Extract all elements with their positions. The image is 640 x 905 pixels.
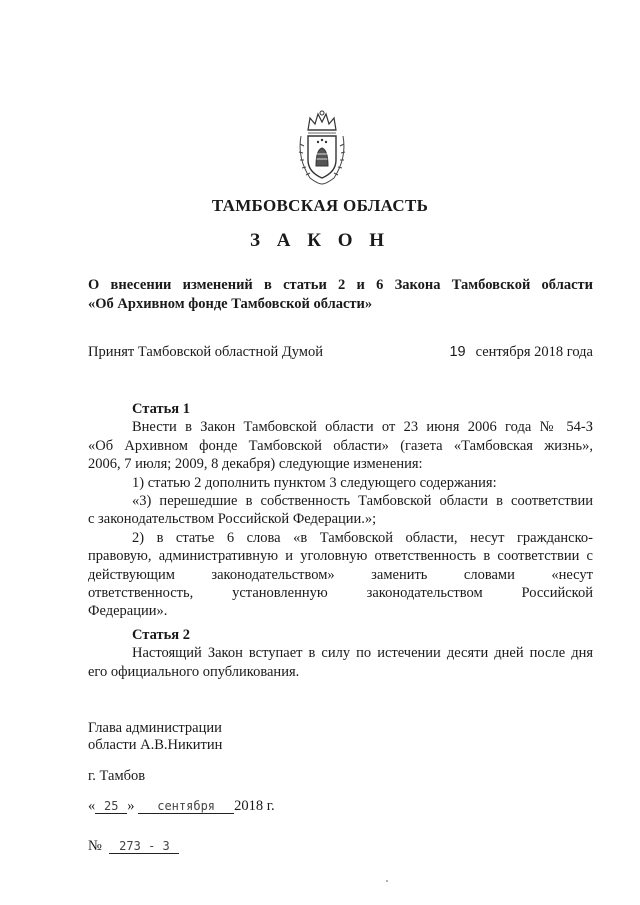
article-1-line: действующим законодательством» заменить словами «несут xyxy=(88,566,593,583)
date-open-quote: « xyxy=(88,798,96,814)
signing-date xyxy=(88,798,275,815)
law-number xyxy=(88,838,179,855)
article-2-title: Статья 2 xyxy=(132,627,190,643)
article-1-line: Внести в Закон Тамбовской области от 23 июня 2006 года № 54-З xyxy=(132,419,593,436)
law-subject xyxy=(88,276,593,314)
document-type: З А К О Н xyxy=(249,230,391,251)
signature-block xyxy=(88,720,222,754)
date-month: сентября xyxy=(138,799,234,814)
article-1-line: «Об Архивном фонде Тамбовской области» (газета «Тамбовская жизнь», xyxy=(88,437,593,454)
article-2 xyxy=(88,626,593,681)
adoption-date xyxy=(449,344,593,361)
scan-speck xyxy=(386,880,388,882)
article-1-line: Федерации». xyxy=(88,603,168,620)
date-close-quote: » xyxy=(127,798,135,814)
article-2-line: его официального опубликования. xyxy=(88,663,300,680)
adoption-month-year: сентября 2018 года xyxy=(475,344,593,360)
article-2-line: Настоящий Закон вступает в силу по истечении десяти дней после дня xyxy=(132,645,593,662)
article-1 xyxy=(88,400,593,621)
adoption-line xyxy=(88,344,593,361)
adopted-by: Принят Тамбовской областной Думой xyxy=(88,344,323,360)
date-year: 2018 г. xyxy=(234,798,275,814)
date-day: 25 xyxy=(95,799,127,814)
article-1-line: 1) статью 2 дополнить пунктом 3 следующего содержания: xyxy=(132,474,497,491)
adoption-day: 19 xyxy=(449,344,466,360)
subject-line-1: О внесении изменений в статьи 2 и 6 Закона Тамбовской области xyxy=(88,277,593,293)
article-1-title: Статья 1 xyxy=(132,401,190,417)
number-label: № xyxy=(88,838,102,854)
signer-position: Глава администрации xyxy=(88,720,222,736)
region-title: ТАМБОВСКАЯ ОБЛАСТЬ xyxy=(211,196,429,215)
place-of-signing: г. Тамбов xyxy=(88,768,146,784)
article-1-line: с законодательством Российской Федерации.»; xyxy=(88,511,377,528)
article-1-line: 2006, 7 июля; 2009, 8 декабря) следующие изменения: xyxy=(88,456,423,473)
coat-of-arms-icon xyxy=(296,108,348,186)
subject-line-2: «Об Архивном фонде Тамбовской области» xyxy=(88,296,373,312)
article-1-line: «3) перешедшие в собственность Тамбовской области в соответствии xyxy=(132,493,593,510)
signer-name: области А.В.Никитин xyxy=(88,737,223,753)
article-1-line: правовую, административную и уголовную ответственность в соответствии с xyxy=(88,548,593,565)
article-1-line: 2) в статье 6 слова «в Тамбовской области, несут гражданско- xyxy=(132,529,593,546)
article-1-line: ответственность, установленную законодательством Российской xyxy=(88,585,593,602)
number-value: 273 - З xyxy=(109,839,179,854)
